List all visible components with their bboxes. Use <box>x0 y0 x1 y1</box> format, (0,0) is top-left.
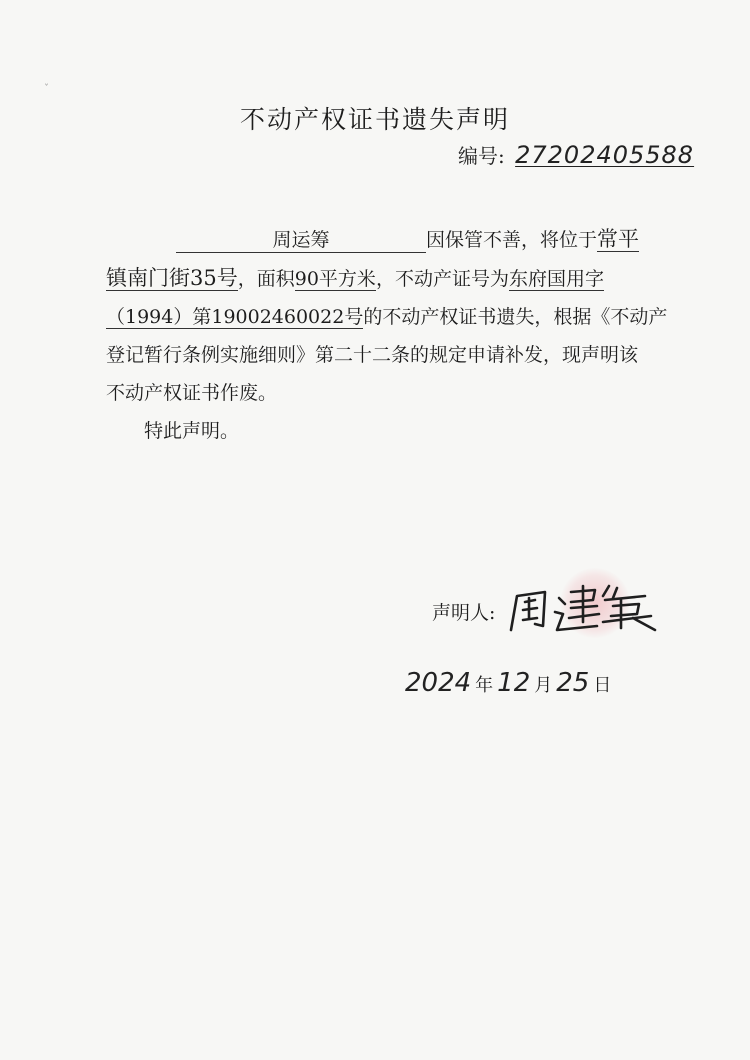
body-line-5: 不动产权证书作废。 <box>106 382 278 404</box>
body-line-4: 登记暂行条例实施细则》第二十二条的规定申请补发，现声明该 <box>106 344 639 366</box>
body-line-2 <box>106 259 646 298</box>
document-title: 不动产权证书遗失声明 <box>239 105 510 134</box>
date-year: 2024 <box>405 668 472 698</box>
address-part-2: 镇南门街35号 <box>106 266 238 290</box>
serial-label: 编号: <box>458 144 505 168</box>
serial-number-row <box>458 140 694 169</box>
closing-line: 特此声明。 <box>144 420 240 442</box>
date-month-unit: 月 <box>534 675 553 696</box>
cert-number-part-2: （1994）第19002460022号 <box>106 306 364 328</box>
date-month: 12 <box>497 668 531 698</box>
address-part-1: 常平 <box>597 227 640 251</box>
line1-text: 因保管不善，将位于 <box>426 229 598 251</box>
date-row <box>405 668 615 698</box>
body-line-1 <box>106 220 646 259</box>
body-line-3 <box>106 298 668 336</box>
handwritten-signature <box>505 578 665 638</box>
serial-number: 27202405588 <box>515 140 695 169</box>
date-year-unit: 年 <box>475 675 494 696</box>
area-value: 90平方米 <box>294 268 376 290</box>
cert-number-part-1: 东府国用字 <box>508 268 604 290</box>
declarant-label: 声明人: <box>432 602 496 624</box>
declarant-row <box>432 598 495 625</box>
owner-name: 周运筹 <box>176 228 426 253</box>
line3-text: 的不动产权证书遗失，根据《不动产 <box>363 306 668 328</box>
scan-mark: ˇ <box>44 84 49 95</box>
cert-prefix: ，不动产证号为 <box>375 268 509 290</box>
date-day-unit: 日 <box>593 675 612 696</box>
date-day: 25 <box>556 668 590 698</box>
statement-body <box>106 220 668 450</box>
area-prefix: ，面积 <box>237 268 295 290</box>
